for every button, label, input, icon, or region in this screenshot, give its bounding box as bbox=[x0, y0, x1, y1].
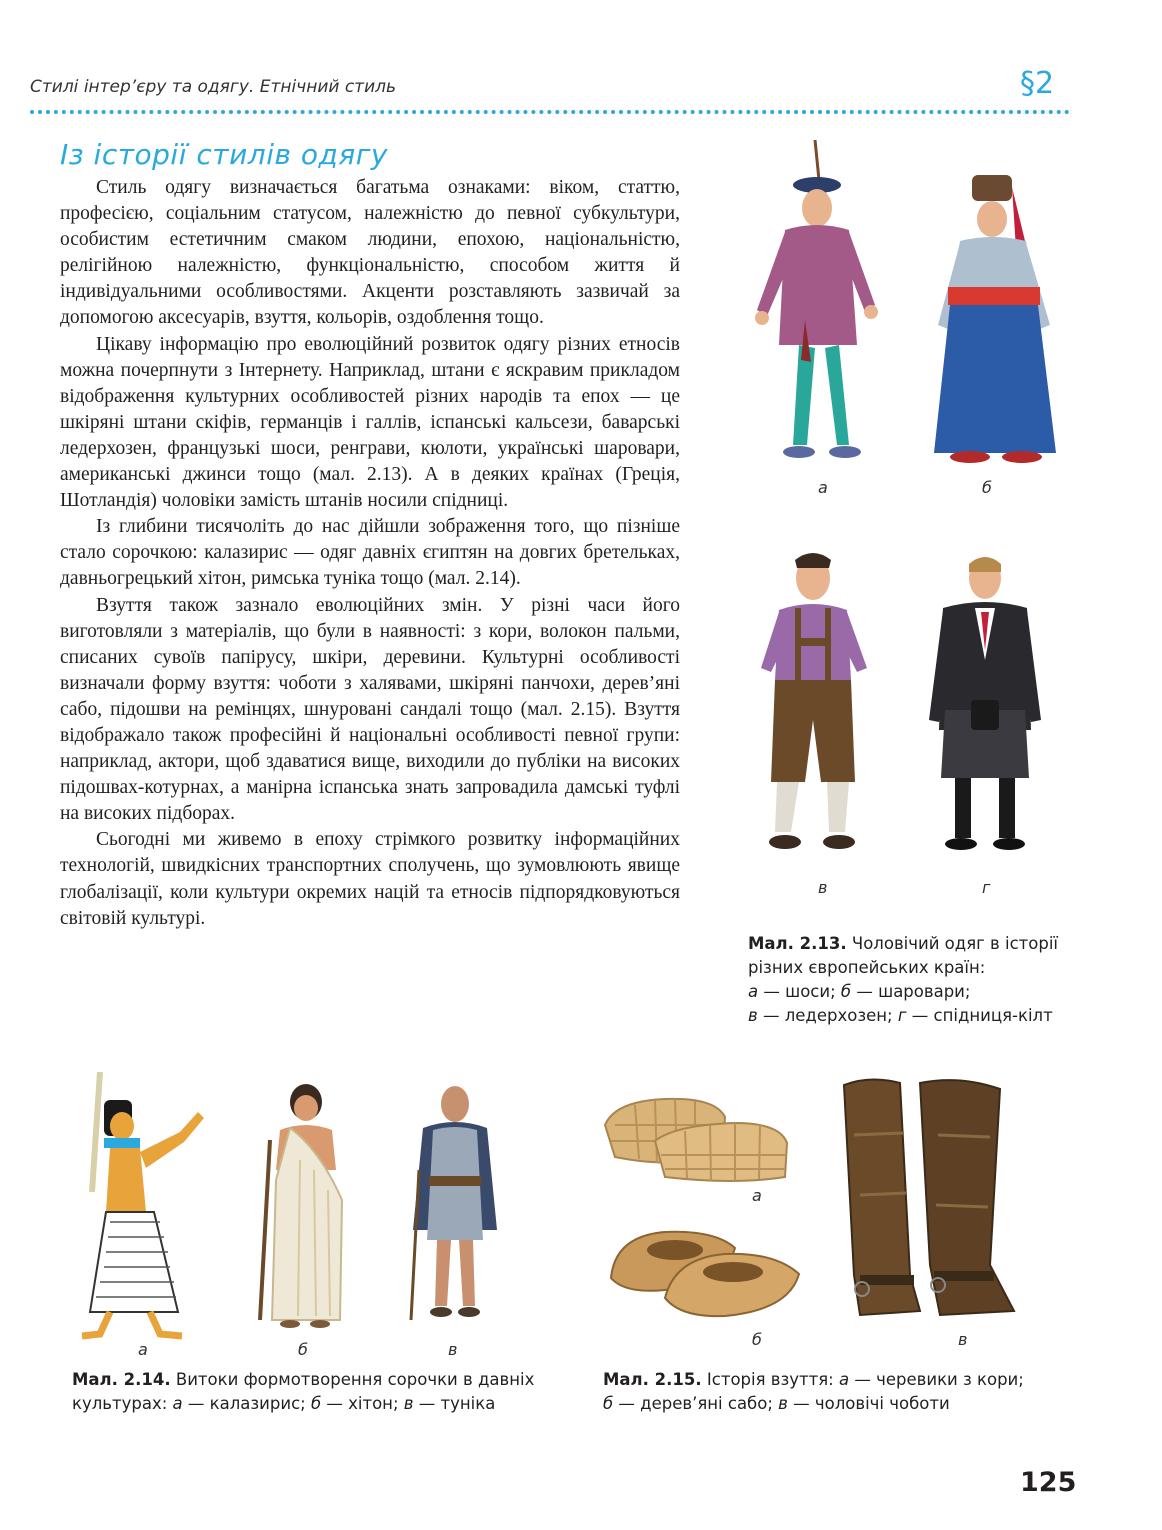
fig-2-13-caption-line2: різних європейських країн: bbox=[748, 958, 986, 977]
fig-2-14-caption-line2-pre: культурах: bbox=[72, 1394, 173, 1413]
header-dotted-divider bbox=[30, 110, 1070, 114]
section-title: Із історії стилів одягу bbox=[60, 138, 388, 171]
fig-2-15-caption-key-b: б bbox=[603, 1394, 614, 1413]
fig-2-14-caption-text-c: — туніка bbox=[413, 1394, 496, 1413]
figure-2-15-a-bark-shoes bbox=[595, 1085, 795, 1185]
fig-2-13-caption-key-a: а bbox=[748, 982, 759, 1001]
figure-2-15-c-boots bbox=[830, 1075, 1020, 1335]
fig-2-14-caption-text-a: — калазирис; bbox=[182, 1394, 311, 1413]
section-number: §2 bbox=[1020, 66, 1055, 101]
paragraph-4: Взуття також зазнало еволюційних змін. У різні часи його виготовляли з матеріалів, що були в наявності: з кори, волокон пальми, списаних сувоїв папірусу, шкіри, деревини. Культурні особливості визначали форму взуття: чоботи з халявами, шкіряні панчохи, дерев’яні сабо, підошви на ремінцях, шнуровані сандалі тощо (мал. 2.15). Взуття відображало також професійні й національні особливості певної групи: наприклад, актори, щоб здаватися вище, виходили до публіки на високих підошвах-котурнах, а манірна іспанська знать запровадила дамські туфлі на високих підборах. bbox=[60, 594, 680, 825]
figure-2-13-c-lederhosen bbox=[755, 550, 875, 860]
fig-2-15-caption-text-c: — чоловічі чоботи bbox=[787, 1394, 950, 1413]
fig-2-14-label-b: б bbox=[298, 1340, 308, 1359]
fig-2-15-label-b: б bbox=[752, 1330, 762, 1349]
figure-2-14-a-kalasiris bbox=[70, 1072, 220, 1342]
fig-2-14-caption-key-a: а bbox=[172, 1394, 183, 1413]
fig-2-14-label-a: а bbox=[138, 1340, 148, 1359]
fig-2-13-caption-key-c: в bbox=[748, 1006, 758, 1025]
fig-2-14-label-c: в bbox=[448, 1340, 458, 1359]
fig-2-15-caption-key-c: в bbox=[778, 1394, 788, 1413]
paragraph-5: Сьогодні ми живемо в епоху стрімкого розвитку інформаційних технологій, швидкісних транспортних сполучень, що зумовлюють явище глобалізації, коли культури окремих націй та етносів підпорядковуються світовій культурі. bbox=[60, 829, 680, 929]
figure-2-14-c-tunic bbox=[405, 1080, 505, 1330]
fig-2-15-label-c: в bbox=[958, 1330, 968, 1349]
fig-2-14-caption-key-c: в bbox=[403, 1394, 414, 1413]
fig-2-13-label-d: г bbox=[982, 878, 991, 897]
fig-2-13-label-b: б bbox=[982, 478, 992, 497]
paragraph-1: Стиль одягу визначається багатьма ознаками: віком, статтю, професією, соціальним статусом, належністю до певної субкультури, особистим естетичним смаком людини, епохою, національністю, релігійною належністю, функціональністю, способом життя й індивідуальними особливостями. Акценти розставляють зазвичай за допомогою аксесуарів, взуття, кольорів, оздоблення тощо. bbox=[60, 177, 680, 329]
figure-2-13-d-kilt bbox=[925, 550, 1045, 860]
fig-2-13-caption bbox=[748, 932, 1068, 1028]
fig-2-13-caption-text-c: — ледерхозен; bbox=[757, 1006, 898, 1025]
page-number: 125 bbox=[1020, 1467, 1077, 1498]
fig-2-13-caption-key-b: б bbox=[840, 982, 852, 1001]
fig-2-13-caption-text-a: — шоси; bbox=[758, 982, 841, 1001]
fig-2-15-caption-line1-pre: Історія взуття: bbox=[706, 1370, 839, 1389]
fig-2-14-caption-number: Мал. 2.14. bbox=[72, 1370, 171, 1389]
paragraph-2: Цікаву інформацію про еволюційний розвиток одягу різних етносів можна почерпнути з Інтернету. Наприклад, штани є яскравим прикладом відображення культурних особливостей різних народів та епох — це шкіряні штани скіфів, германців і галлів, іспанські кальсези, баварські ледерхозен, французькі шоси, ренграви, кюлоти, українські шаровари, американські джинси тощо (мал. 2.13). А в деяких країнах (Греція, Шотландія) чоловіки замість штанів носили спідниці. bbox=[60, 333, 680, 512]
fig-2-15-caption-text-a: — черевики з кори; bbox=[849, 1370, 1024, 1389]
fig-2-15-label-a: а bbox=[752, 1186, 762, 1205]
fig-2-13-caption-key-d: г bbox=[897, 1006, 907, 1025]
fig-2-15-caption-key-a: а bbox=[838, 1370, 850, 1389]
fig-2-14-caption-text-b: — хітон; bbox=[321, 1394, 404, 1413]
fig-2-13-caption-number: Мал. 2.13. bbox=[748, 934, 847, 953]
body-text bbox=[60, 175, 680, 932]
figure-2-13-a-hose bbox=[745, 140, 895, 470]
fig-2-13-caption-text-d: — спідниця-кілт bbox=[906, 1006, 1053, 1025]
figure-2-13-b-sharovary bbox=[930, 175, 1060, 465]
paragraph-3: Із глибини тисячоліть до нас дійшли зображення того, що пізніше стало сорочкою: калазирис — одяг давніх єгиптян на довгих бретельках, давньогрецький хітон, римська туніка тощо (мал. 2.14). bbox=[60, 516, 680, 590]
fig-2-14-caption-key-b: б bbox=[310, 1394, 322, 1413]
fig-2-15-caption-number: Мал. 2.15. bbox=[603, 1370, 702, 1389]
fig-2-15-caption-text-b: — дерев’яні сабо; bbox=[613, 1394, 779, 1413]
fig-2-14-caption-line1: Витоки формотворення сорочки в давніх bbox=[175, 1370, 535, 1389]
figure-2-14-b-chiton bbox=[250, 1080, 360, 1330]
figure-2-15-b-wooden-clogs bbox=[605, 1218, 805, 1318]
fig-2-13-label-a: а bbox=[818, 478, 828, 497]
fig-2-15-caption bbox=[603, 1368, 1043, 1416]
fig-2-14-caption bbox=[72, 1368, 552, 1416]
fig-2-13-caption-line1: Чоловічий одяг в історії bbox=[851, 934, 1059, 953]
running-header-title: Стилі інтер’єру та одягу. Етнічний стиль bbox=[30, 77, 397, 97]
fig-2-13-label-c: в bbox=[818, 878, 828, 897]
fig-2-13-caption-text-b: — шаровари; bbox=[851, 982, 971, 1001]
